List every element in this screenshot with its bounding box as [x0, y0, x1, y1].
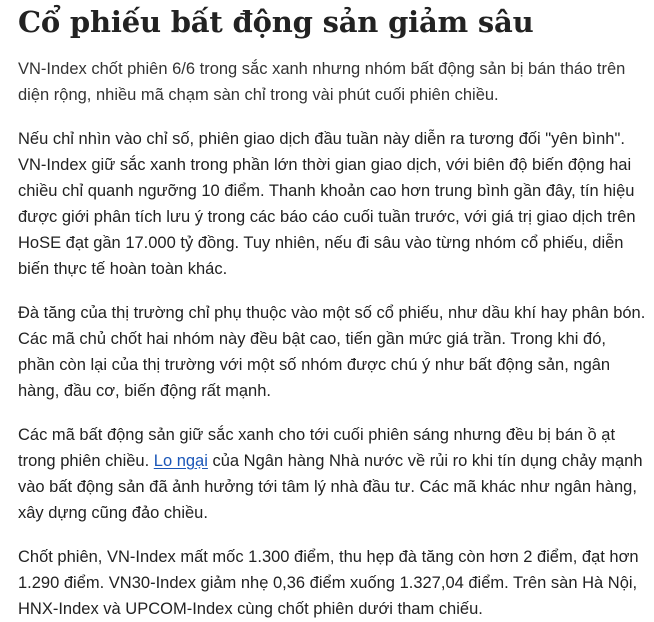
article: [18, 0, 646, 622]
paragraph-text: của Ngân hàng Nhà nước về rủi ro khi tín dụng chảy mạnh vào bất động sản đã ảnh hưởng tới tâm lý nhà đầu tư. Các mã khác như ngân hàng, xây dựng cũng đảo chiều.: [18, 452, 643, 522]
paragraph-text: Các mã bất động sản giữ sắc xanh cho tới cuối phiên sáng nhưng đều bị bán ồ ạt trong phiên chiều.: [18, 426, 616, 470]
article-paragraph: [18, 422, 646, 526]
lo-ngai-link[interactable]: Lo ngại: [153, 452, 208, 470]
article-paragraph: Chốt phiên, VN-Index mất mốc 1.300 điểm, thu hẹp đà tăng còn hơn 2 điểm, đạt hơn 1.290 điểm. VN30-Index giảm nhẹ 0,36 điểm xuống 1.327,04 điểm. Trên sàn Hà Nội, HNX-Index và UPCOM-Index cùng chốt phiên dưới tham chiếu.: [18, 548, 639, 618]
article-lede: VN-Index chốt phiên 6/6 trong sắc xanh nhưng nhóm bất động sản bị bán tháo trên diện rộng, nhiều mã chạm sàn chỉ trong vài phút cuối phiên chiều.: [18, 60, 626, 104]
article-title: Cổ phiếu bất động sản giảm sâu: [18, 5, 534, 39]
article-paragraph: Đà tăng của thị trường chỉ phụ thuộc vào một số cổ phiếu, như dầu khí hay phân bón. Các mã chủ chốt hai nhóm này đều bật cao, tiến gần mức giá trần. Trong khi đó, phần còn lại của thị trường với một số nhóm được chú ý như bất động sản, ngân hàng, đầu cơ, biến động rất mạnh.: [18, 304, 646, 400]
article-paragraph: Nếu chỉ nhìn vào chỉ số, phiên giao dịch đầu tuần này diễn ra tương đối "yên bình". VN-Index giữ sắc xanh trong phần lớn thời gian giao dịch, với biên độ biến động hai chiều chỉ quanh ngưỡng 10 điểm. Thanh khoản cao hơn trung bình gần đây, tín hiệu được giới phân tích lưu ý trong các báo cáo cuối tuần trước, với giá trị giao dịch trên HoSE đạt gần 17.000 tỷ đồng. Tuy nhiên, nếu đi sâu vào từng nhóm cổ phiếu, diễn biến thực tế hoàn toàn khác.: [18, 130, 636, 278]
